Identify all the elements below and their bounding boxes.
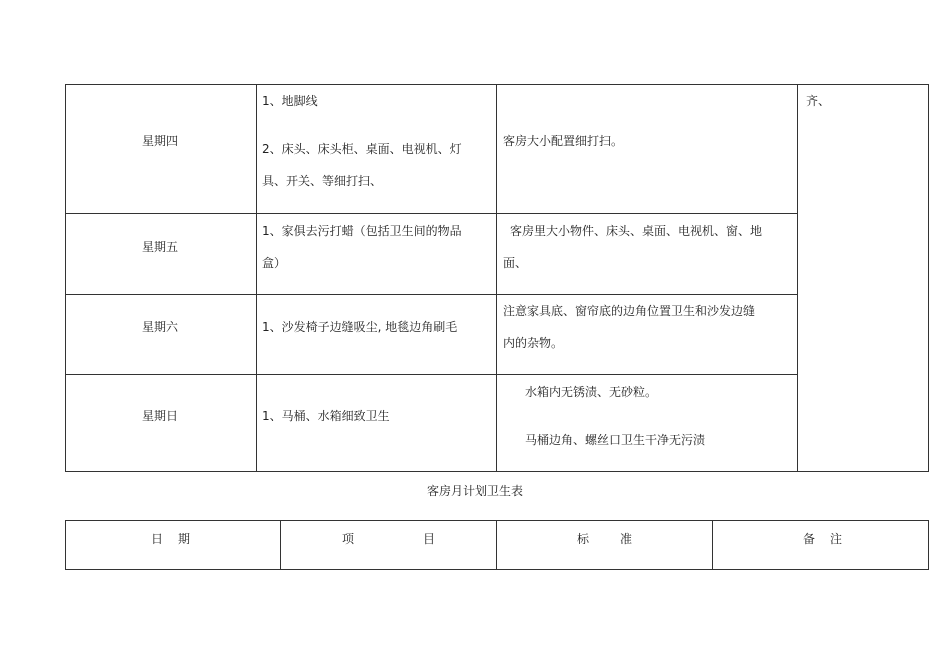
weekly-cleaning-table — [65, 84, 929, 472]
column-divider — [280, 520, 281, 570]
item-text: 1、马桶、水箱细致卫生 — [262, 409, 390, 423]
standard-text: 客房大小配置细打扫。 — [503, 134, 624, 148]
remark-text: 齐、 — [806, 94, 831, 108]
item-text: 2、床头、床头柜、桌面、电视机、灯 — [262, 142, 462, 156]
header-remark-char: 备 — [803, 532, 816, 546]
table-border-bottom — [65, 471, 929, 472]
column-divider — [256, 84, 257, 472]
row-divider — [65, 213, 798, 214]
item-text: 1、家俱去污打蜡（包括卫生间的物品 — [262, 224, 462, 238]
item-text: 具、开关、等细打扫、 — [262, 174, 383, 188]
row-divider — [65, 374, 798, 375]
header-date-char: 期 — [178, 532, 191, 546]
standard-text: 内的杂物。 — [503, 336, 564, 350]
day-label: 星期四 — [141, 134, 178, 148]
column-divider — [797, 84, 798, 472]
item-text: 盒） — [262, 256, 287, 270]
monthly-table-caption: 客房月计划卫生表 — [426, 484, 523, 498]
day-label: 星期五 — [141, 240, 178, 254]
item-text: 1、沙发椅子边缝吸尘, 地毯边角刷毛 — [262, 320, 458, 334]
table-border-left — [65, 520, 66, 570]
row-divider — [65, 294, 798, 295]
header-standard-char: 标 — [577, 532, 590, 546]
standard-text: 马桶边角、螺丝口卫生干净无污渍 — [525, 433, 706, 447]
header-remark-char: 注 — [830, 532, 843, 546]
monthly-cleaning-table — [65, 520, 929, 570]
standard-text: 客房里大小物件、床头、桌面、电视机、窗、地 — [510, 224, 763, 238]
header-item-char: 目 — [423, 532, 436, 546]
column-divider — [496, 84, 497, 472]
table-border-top — [65, 84, 929, 85]
header-standard-char: 准 — [620, 532, 633, 546]
table-border-top — [65, 520, 929, 521]
day-label: 星期日 — [141, 409, 178, 423]
table-border-right — [928, 520, 929, 570]
standard-text: 注意家具底、窗帘底的边角位置卫生和沙发边缝 — [503, 304, 756, 318]
standard-text: 面、 — [503, 256, 528, 270]
column-divider — [496, 520, 497, 570]
table-border-right — [928, 84, 929, 472]
column-divider — [712, 520, 713, 570]
item-text: 1、地脚线 — [262, 94, 318, 108]
header-item-char: 项 — [342, 532, 355, 546]
day-label: 星期六 — [141, 320, 178, 334]
header-date-char: 日 — [151, 532, 164, 546]
table-border-bottom — [65, 569, 929, 570]
standard-text: 水箱内无锈渍、无砂粒。 — [525, 385, 658, 399]
